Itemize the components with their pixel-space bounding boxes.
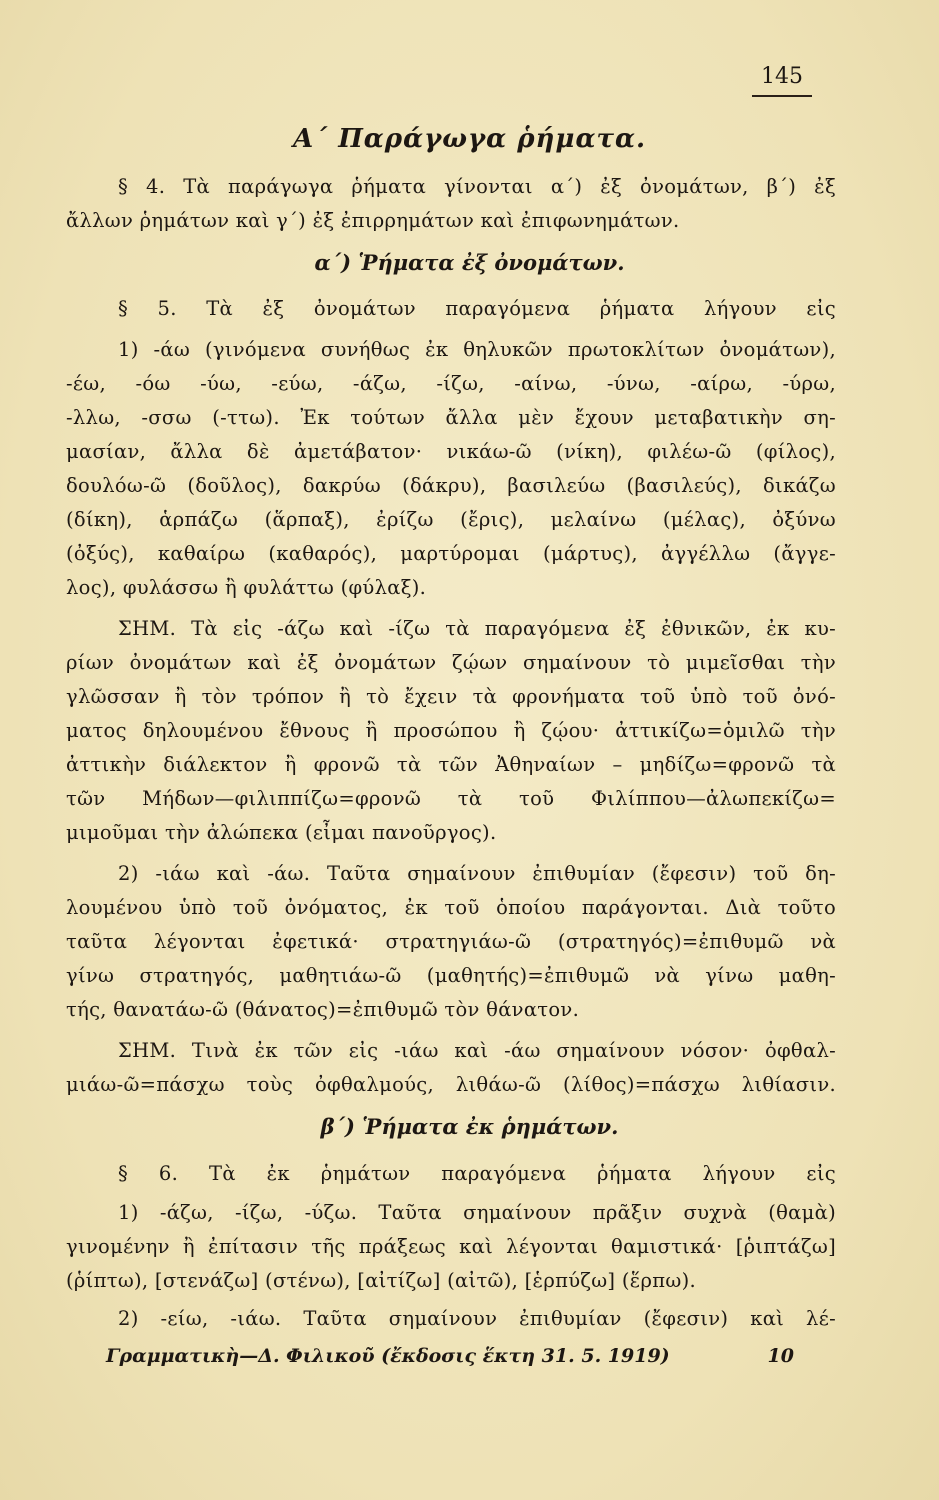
text-line: 2) -είω, -ιάω. Ταῦτα σημαίνουν ἐπιθυμίαν (ἔφεσιν) καὶ λέ-: [118, 1307, 836, 1330]
text-line: 1) -άω (γινόμενα συνήθως ἐκ θηλυκῶν πρωτοκλίτων ὀνομάτων),: [118, 338, 836, 361]
text-line: 1) -άζω, -ίζω, -ύζω. Ταῦτα σημαίνουν πρᾶξιν συχνὰ (θαμὰ): [118, 1201, 836, 1224]
text-line: ἄλλων ῥημάτων καὶ γ΄) ἐξ ἐπιρρημάτων καὶ ἐπιφωνημάτων.: [66, 209, 680, 232]
text-line: γλῶσσαν ἢ τὸν τρόπον ἢ τὸ ἔχειν τὰ φρονήματα τοῦ ὑπὸ τοῦ ὀνό-: [66, 685, 836, 708]
text-line: § 6. Τὰ ἐκ ῥημάτων παραγόμενα ῥήματα λήγουν εἰς: [118, 1162, 836, 1185]
text-line: 2) -ιάω καὶ -άω. Ταῦτα σημαίνουν ἐπιθυμίαν (ἔφεσιν) τοῦ δη-: [118, 862, 836, 885]
text-line: (δίκη), ἁρπάζω (ἅρπαξ), ἐρίζω (ἔρις), μελαίνω (μέλας), ὀξύνω: [66, 508, 836, 531]
text-line: ΣΗΜ. Τινὰ ἐκ τῶν εἰς -ιάω καὶ -άω σημαίνουν νόσον· ὀφθαλ-: [118, 1039, 836, 1062]
page-number: 145: [752, 64, 812, 97]
text-line: γινομένην ἢ ἐπίτασιν τῆς πράξεως καὶ λέγονται θαμιστικά· [ῥιπτάζω]: [66, 1235, 836, 1258]
page-footer: [106, 1345, 836, 1367]
section-title: Α΄ Παράγωγα ῥήματα.: [292, 124, 647, 154]
text-line: (ὀξύς), καθαίρω (καθαρός), μαρτύρομαι (μάρτυς), ἀγγέλλω (ἄγγε-: [66, 542, 836, 565]
text-line: ταῦτα λέγονται ἐφετικά· στρατηγιάω-ῶ (στρατηγός)=ἐπιθυμῶ νὰ: [66, 930, 836, 953]
text-line: τῶν Μήδων—φιλιππίζω=φρονῶ τὰ τοῦ Φιλίππου—ἀλωπεκίζω=: [66, 787, 836, 810]
text-line: τής, θανατάω-ῶ (θάνατος)=ἐπιθυμῶ τὸν θάνατον.: [66, 998, 580, 1021]
text-line: § 4. Τὰ παράγωγα ῥήματα γίνονται α΄) ἐξ ὀνομάτων, β΄) ἐξ: [118, 175, 836, 198]
text-line: -έω, -όω -ύω, -εύω, -άζω, -ίζω, -αίνω, -ύνω, -αίρω, -ύρω,: [66, 372, 836, 395]
text-line: λος), φυλάσσω ἢ φυλάττω (φύλαξ).: [66, 576, 427, 599]
text-line: γίνω στρατηγός, μαθητιάω-ῶ (μαθητής)=ἐπιθυμῶ νὰ γίνω μαθη-: [66, 964, 836, 987]
text-line: -λλω, -σσω (-ττω). Ἐκ τούτων ἄλλα μὲν ἔχουν μεταβατικὴν ση-: [66, 406, 836, 429]
subheading-b: β΄) Ῥήματα ἐκ ῥημάτων.: [320, 1114, 619, 1139]
text-line: (ῥίπτω), [στενάζω] (στένω), [αἰτίζω] (αἰτῶ), [ἑρπύζω] (ἕρπω).: [66, 1269, 696, 1292]
signature-mark: 10: [767, 1345, 794, 1367]
text-line: μασίαν, ἄλλα δὲ ἀμετάβατον· νικάω-ῶ (νίκη), φιλέω-ῶ (φίλος),: [66, 440, 836, 463]
text-line: ΣΗΜ. Τὰ εἰς -άζω καὶ -ίζω τὰ παραγόμενα ἐξ ἐθνικῶν, ἐκ κυ-: [118, 617, 836, 640]
text-line: ἀττικὴν διάλεκτον ἢ φρονῶ τὰ τῶν Ἀθηναίων – μηδίζω=φρονῶ τὰ: [66, 753, 836, 776]
text-line: μιάω-ῶ=πάσχω τοὺς ὀφθαλμούς, λιθάω-ῶ (λίθος)=πάσχω λιθίασιν.: [66, 1073, 836, 1096]
text-line: § 5. Τὰ ἐξ ὀνομάτων παραγόμενα ῥήματα λήγουν εἰς: [118, 297, 836, 320]
text-line: δουλόω-ῶ (δοῦλος), δακρύω (δάκρυ), βασιλεύω (βασιλεύς), δικάζω: [66, 474, 836, 497]
footer-citation: Γραμματικὴ—Δ. Φιλικοῦ (ἔκδοσις ἕκτη 31. 5. 1919): [106, 1345, 670, 1367]
text-line: λουμένου ὑπὸ τοῦ ὀνόματος, ἐκ τοῦ ὁποίου παράγονται. Διὰ τοῦτο: [66, 896, 836, 919]
text-line: μιμοῦμαι τὴν ἀλώπεκα (εἶμαι πανοῦργος).: [66, 821, 497, 844]
text-line: ματος δηλουμένου ἔθνους ἢ προσώπου ἢ ζῴου· ἀττικίζω=ὁμιλῶ τὴν: [66, 719, 836, 742]
subheading-a: α΄) Ῥήματα ἐξ ὀνομάτων.: [314, 250, 625, 275]
text-line: ρίων ὀνομάτων καὶ ἐξ ὀνομάτων ζῴων σημαίνουν τὸ μιμεῖσθαι τὴν: [66, 651, 836, 674]
